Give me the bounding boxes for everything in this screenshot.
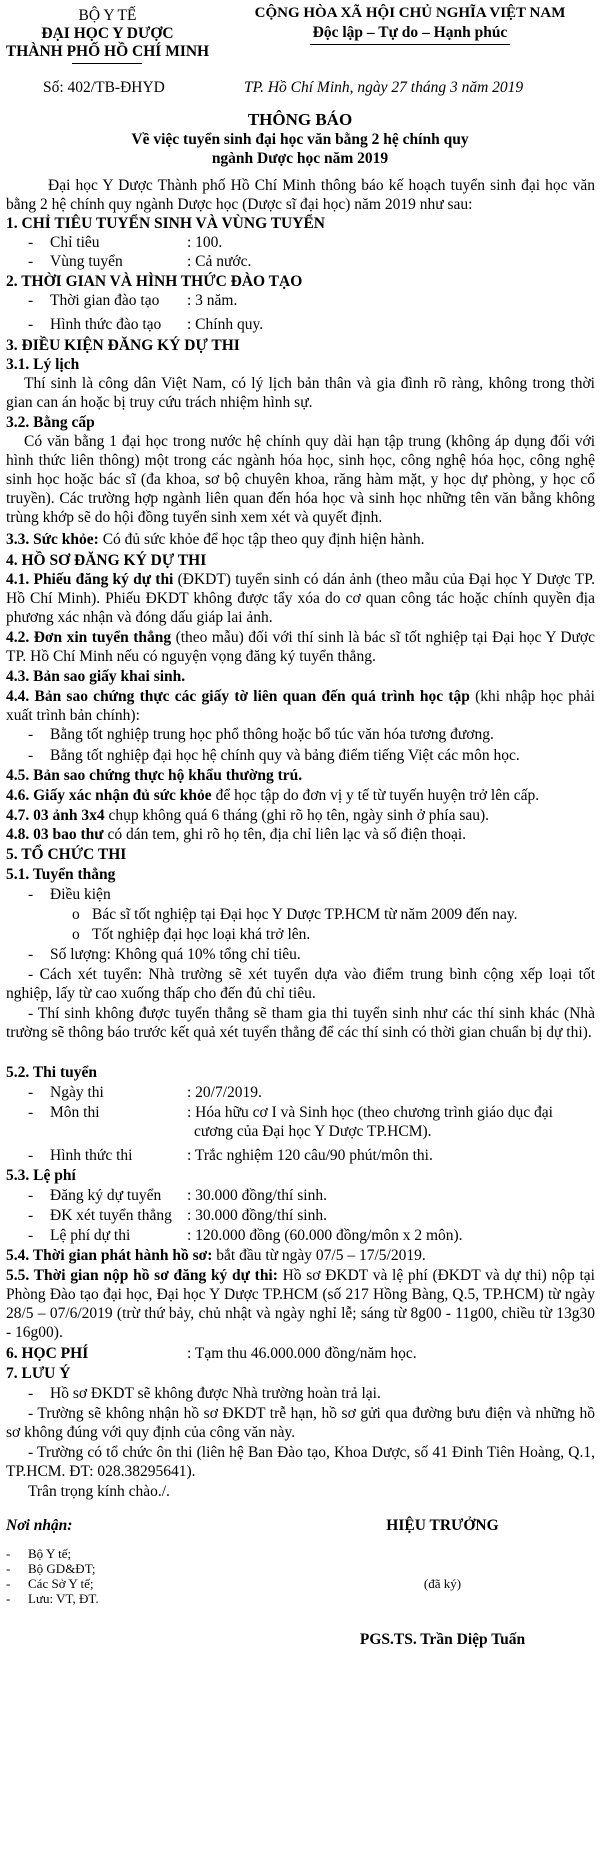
subsection-5-4-title: 5.4. Thời gian phát hành hồ sơ: — [6, 1247, 213, 1264]
paragraph-4-1 — [6, 570, 595, 627]
exam-date-label: Ngày thi — [50, 1084, 104, 1101]
recipient-text: Bộ Y tế; — [28, 1546, 72, 1561]
bullet-dash: - — [28, 316, 34, 333]
exam-subject-value-2: cương của Đại học Y Dược TP.HCM). — [194, 1123, 432, 1140]
subsection-5-2: 5.2. Thi tuyển — [6, 1064, 98, 1081]
subsection-4-5: 4.5. Bản sao chứng thực hộ khẩu thường trú. — [6, 767, 303, 784]
exam-format-label: Hình thức thi — [50, 1147, 133, 1164]
fee-register-label: Đăng ký dự tuyển — [50, 1187, 162, 1204]
country-motto: Độc lập – Tự do – Hạnh phúc — [312, 24, 508, 41]
note-2: - Trường sẽ không nhận hồ sơ ĐKDT trễ hạn, hồ sơ gửi qua đường bưu điện và những hồ sơ không đúng với quy định của công văn này. — [6, 1405, 595, 1441]
subsection-3-1: 3.1. Lý lịch — [6, 356, 80, 373]
closing-line: Trân trọng kính chào./. — [28, 1483, 170, 1500]
university-city: THÀNH PHỐ HỒ CHÍ MINH — [5, 43, 210, 60]
subsection-4-4-title: 4.4. Bản sao chứng thực các giấy tờ liên quan đến quá trình học tập — [6, 688, 470, 705]
duration-label: Thời gian đào tạo — [50, 292, 160, 309]
item-5-1-quantity: Số lượng: Không quá 10% tổng chỉ tiêu. — [50, 946, 301, 963]
bullet-dash: - — [28, 1187, 34, 1204]
item-5-1-conditions: Điều kiện — [50, 886, 111, 903]
header-right-rule — [310, 44, 510, 45]
format-label: Hình thức đào tạo — [50, 316, 162, 333]
fee-exam-value: : 120.000 đồng (60.000 đồng/môn x 2 môn). — [187, 1227, 463, 1244]
tuition-value: : Tạm thu 46.000.000 đồng/năm học. — [187, 1345, 417, 1362]
subsection-4-2-text: (theo mẫu) đối với thí sinh là bác sĩ tốt nghiệp tại Đại học Y Dược TP. Hồ Chí Minh nếu có nguyện vọng đăng ký tuyển thẳng. — [6, 629, 595, 665]
subsection-5-5-text: Hồ sơ ĐKDT và lệ phí (ĐKDT và dự thi) nộp tại Phòng Đào tạo đại học, Đại học Y Dược TP.HCM (số 217 Hồng Bàng, Q.5, TP.HCM) từ ngày 28/5 – 07/6/2019 (trừ thứ bảy, chủ nhật và ngày nghỉ lễ; sáng từ 8g00 - 11g00, chiều từ 13g30 - 16g00). — [6, 1267, 595, 1341]
notice-subtitle-2: ngành Dược học năm 2019 — [211, 150, 389, 167]
bullet-dash: - — [28, 1104, 34, 1121]
bullet-dash: - — [28, 1147, 34, 1164]
quota-value: : 100. — [187, 234, 223, 251]
paragraph-4-7 — [6, 806, 489, 825]
subsection-5-1: 5.1. Tuyển thẳng — [6, 866, 116, 883]
bullet-dash: - — [28, 747, 34, 764]
circle-bullet-icon: o — [72, 906, 80, 923]
bullet-dash: - — [28, 253, 34, 270]
recipient-item: - Bộ Y tế; — [6, 1546, 72, 1561]
subsection-4-2-title: 4.2. Đơn xin tuyển thẳng — [6, 629, 172, 646]
recipient-item: - Các Sở Y tế; — [6, 1576, 94, 1591]
exam-subject-value-1: : Hóa hữu cơ I và Sinh học (theo chương trình giáo dục đại — [187, 1104, 553, 1121]
fee-exam-label: Lệ phí dự thi — [50, 1227, 131, 1244]
section-1-heading: 1. CHỈ TIÊU TUYỂN SINH VÀ VÙNG TUYỂN — [6, 215, 325, 232]
paragraph-5-1-others: - Thí sinh không được tuyển thẳng sẽ tham gia thi tuyển sinh như các thí sinh khác (Nhà trường sẽ thông báo trước kết quả xét tuyển thẳng để các thí sinh có thời gian chuẩn bị dự thi). — [6, 1005, 595, 1041]
section-7-heading: 7. LƯU Ý — [6, 1365, 71, 1382]
condition-1: Bác sĩ tốt nghiệp tại Đại học Y Dược TP.HCM từ năm 2009 đến nay. — [92, 906, 518, 923]
subsection-4-1-text: (ĐKDT) tuyển sinh có dán ảnh (theo mẫu của Đại học Y Dược TP. Hồ Chí Minh). Phiếu ĐKDT không được tẩy xóa do cơ quan công tác hoặc chính quyền địa phương xác nhận và đóng dấu giáp lai ảnh. — [6, 571, 595, 626]
subsection-4-8-text: có dán tem, ghi rõ họ tên, địa chỉ liên lạc và số điện thoại. — [103, 826, 467, 843]
quota-label: Chỉ tiêu — [50, 234, 100, 251]
bullet-dash: - — [28, 1207, 34, 1224]
exam-date-value: : 20/7/2019. — [187, 1084, 262, 1101]
item-4-4-1: Bằng tốt nghiệp trung học phổ thông hoặc bổ túc văn hóa tương đương. — [50, 726, 494, 743]
recipients-list — [6, 1546, 99, 1606]
subsection-4-4-text: (khi nhập học phải xuất trình bản chính): — [6, 688, 595, 724]
subsection-5-4-text: bắt đầu từ ngày 07/5 – 17/5/2019. — [212, 1247, 426, 1264]
paragraph-4-4 — [6, 687, 595, 725]
paragraph-4-6 — [6, 786, 539, 805]
intro-paragraph: Đại học Y Dược Thành phố Hồ Chí Minh thông báo kế hoạch tuyển sinh đại học văn bằng 2 hệ chính quy ngành Dược học (Dược sĩ đại học) năm 2019 như sau: — [6, 177, 595, 213]
signer-name: PGS.TS. Trần Diệp Tuấn — [359, 1631, 526, 1648]
condition-2: Tốt nghiệp đại học loại khá trở lên. — [92, 926, 311, 943]
paragraph-4-2 — [6, 628, 595, 666]
section-5-heading: 5. TỔ CHỨC THI — [6, 846, 127, 863]
notice-subtitle-1: Về việc tuyển sinh đại học văn bằng 2 hệ chính quy — [131, 131, 469, 148]
section-6-heading: 6. HỌC PHÍ — [6, 1345, 89, 1362]
bullet-dash: - — [28, 886, 34, 903]
country-name: CỘNG HÒA XÃ HỘI CHỦ NGHĨA VIỆT NAM — [254, 5, 566, 21]
fee-register-value: : 30.000 đồng/thí sinh. — [187, 1187, 327, 1204]
duration-value: : 3 năm. — [187, 292, 238, 309]
ministry-name: BỘ Y TẾ — [78, 7, 137, 24]
exam-format-value: : Trắc nghiệm 120 câu/90 phút/môn thi. — [187, 1147, 433, 1164]
notice-title: THÔNG BÁO — [247, 110, 353, 129]
region-label: Vùng tuyển — [50, 253, 123, 270]
subsection-3-3-text: Có đủ sức khỏe để học tập theo quy định hiện hành. — [98, 531, 425, 548]
subsection-4-7-text: chụp không quá 6 tháng (ghi rõ họ tên, ngày sinh ở phía sau). — [104, 807, 490, 824]
bullet-dash: - — [28, 946, 34, 963]
paragraph-3-2: Có văn bằng 1 đại học trong nước hệ chính quy dài hạn tập trung (không áp dụng đối với hình thức liên thông) một trong các ngành hóa học, sinh học, công nghệ hóa học, công nghệ sinh học hoặc bác sĩ (đa khoa, sơ bộ chuyên khoa, răng hàm mặt, y học dự phòng, y học cổ truyền). Các trường hợp ngành liên quan đến hóa học và sinh học những tên văn bằng không trùng khớp sẽ do hội đồng tuyển sinh xem xét và quyết định. — [6, 433, 595, 526]
recipients-title: Nơi nhận: — [6, 1517, 73, 1534]
note-3: - Trường có tổ chức ôn thi (liên hệ Ban Đào tạo, Khoa Dược, số 41 Đinh Tiên Hoàng, Q.1, TP.HCM. ĐT: 028.38295641). — [6, 1444, 595, 1480]
header-left-rule — [72, 63, 142, 64]
paragraph-4-8 — [6, 825, 466, 844]
subsection-4-7-title: 4.7. 03 ảnh 3x4 — [6, 807, 105, 824]
section-4-heading: 4. HỒ SƠ ĐĂNG KÝ DỰ THI — [6, 552, 207, 569]
subsection-5-3: 5.3. Lệ phí — [6, 1167, 76, 1184]
paragraph-5-5 — [6, 1266, 595, 1342]
fee-direct-label: ĐK xét tuyển thẳng — [50, 1207, 172, 1224]
subsection-4-6-text: để học tập do đơn vị y tế từ tuyến huyện trở lên cấp. — [211, 787, 540, 804]
recipient-text: Bộ GD&ĐT; — [28, 1561, 96, 1576]
paragraph-5-1-method: - Cách xét tuyển: Nhà trường sẽ xét tuyển dựa vào điểm trung bình cộng xếp loại tốt nghiệp, lấy từ cao xuống thấp cho đến đủ chỉ tiêu. — [6, 966, 595, 1002]
bullet-dash: - — [28, 292, 34, 309]
subsection-3-3 — [6, 530, 425, 549]
place-date: TP. Hồ Chí Minh, ngày 27 tháng 3 năm 2019 — [244, 79, 524, 96]
university-name: ĐẠI HỌC Y DƯỢC — [41, 25, 174, 42]
fee-direct-value: : 30.000 đồng/thí sinh. — [187, 1207, 327, 1224]
subsection-4-1-title: 4.1. Phiếu đăng ký dự thi — [6, 571, 174, 588]
subsection-4-3: 4.3. Bản sao giấy khai sinh. — [6, 668, 186, 685]
recipient-item: - Lưu: VT, ĐT. — [6, 1591, 99, 1606]
note-1: Hồ sơ ĐKDT sẽ không được Nhà trường hoàn trả lại. — [50, 1385, 381, 1402]
bullet-dash: - — [28, 1084, 34, 1101]
paragraph-5-4 — [6, 1246, 426, 1265]
bullet-dash: - — [28, 726, 34, 743]
subsection-4-8-title: 4.8. 03 bao thư — [6, 826, 104, 843]
subsection-5-5-title: 5.5. Thời gian nộp hồ sơ đăng ký dự thi: — [6, 1267, 278, 1284]
signer-title: HIỆU TRƯỞNG — [386, 1517, 499, 1534]
section-3-heading: 3. ĐIỀU KIỆN ĐĂNG KÝ DỰ THI — [6, 337, 240, 354]
signed-note: (đã ký) — [423, 1576, 462, 1591]
subsection-3-2: 3.2. Bằng cấp — [6, 414, 95, 431]
paragraph-3-1: Thí sinh là công dân Việt Nam, có lý lịch bản thân và gia đình rõ ràng, không trong thời gian can án hoặc bị truy cứu trách nhiệm hình sự. — [6, 375, 595, 411]
bullet-dash: - — [28, 1385, 34, 1402]
recipient-item: - Bộ GD&ĐT; — [6, 1561, 96, 1576]
region-value: : Cả nước. — [187, 253, 252, 270]
document-number: Số: 402/TB-ĐHYD — [43, 79, 165, 96]
item-4-4-2: Bằng tốt nghiệp đại học hệ chính quy và bảng điểm tiếng Việt các môn học. — [50, 747, 520, 764]
subsection-3-3-title: 3.3. Sức khỏe: — [6, 531, 99, 548]
recipient-text: Các Sở Y tế; — [28, 1576, 94, 1591]
subsection-4-6-title: 4.6. Giấy xác nhận đủ sức khỏe — [6, 787, 212, 804]
format-value: : Chính quy. — [187, 316, 264, 333]
exam-subject-label: Môn thi — [50, 1104, 100, 1121]
bullet-dash: - — [28, 1227, 34, 1244]
circle-bullet-icon: o — [72, 926, 80, 943]
bullet-dash: - — [28, 234, 34, 251]
section-2-heading: 2. THỜI GIAN VÀ HÌNH THỨC ĐÀO TẠO — [6, 273, 303, 290]
recipient-text: Lưu: VT, ĐT. — [28, 1591, 99, 1606]
